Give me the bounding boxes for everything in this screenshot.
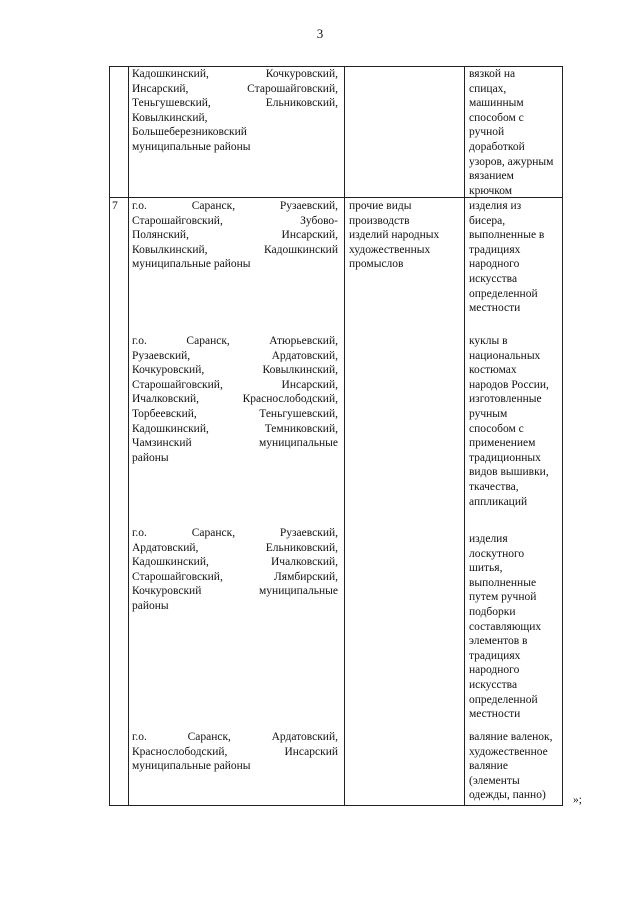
text-line: Старошайговский, Зубово-: [132, 214, 338, 227]
text-line: шитья,: [469, 562, 503, 575]
text-line: Ковылкинский, Кадошкинский: [132, 243, 338, 256]
text-line: народного: [469, 664, 520, 677]
text-line: промыслов: [349, 258, 404, 271]
text-line: крючком: [469, 184, 513, 197]
text-line: Ковылкинский,: [132, 111, 208, 124]
text-line: спицах,: [469, 82, 507, 95]
text-line: Старошайговский, Лямбирский,: [132, 570, 338, 583]
text-line: ручным: [469, 407, 508, 420]
text-line: Ичалковский, Краснослободский,: [132, 393, 338, 406]
text-line: ткачества,: [469, 480, 519, 493]
text-line: муниципальные районы: [132, 140, 251, 153]
text-line: Чамзинский муниципальные: [132, 437, 338, 450]
column-divider: [464, 66, 465, 806]
text-line: выполненные в: [469, 229, 545, 242]
text-line: валяние валенок,: [469, 731, 553, 743]
text-line: способом с: [469, 422, 524, 435]
product-cell: [469, 730, 561, 803]
craft-type-cell: [349, 199, 459, 272]
text-line: узоров, ажурным: [469, 155, 554, 168]
closing-quote-mark: »;: [573, 794, 582, 806]
text-line: аппликаций: [469, 495, 528, 508]
text-line: местности: [469, 708, 521, 721]
text-line: Краснослободский, Инсарский: [132, 745, 338, 758]
text-line: Полянский, Инсарский,: [132, 229, 338, 242]
text-line: Теньгушевский, Ельниковский,: [132, 97, 338, 110]
text-line: видов вышивки,: [469, 466, 549, 479]
text-line: районы: [132, 451, 169, 464]
product-cell: [469, 67, 561, 198]
districts-cell: [132, 526, 338, 614]
text-line: изделия: [469, 533, 508, 545]
text-line: выполненные: [469, 576, 537, 589]
text-line: народов России,: [469, 378, 549, 391]
districts-cell: [132, 730, 338, 774]
text-line: валяние: [469, 760, 508, 773]
text-line: традициях: [469, 649, 521, 662]
text-line: муниципальные районы: [132, 258, 251, 271]
text-line: художественных: [349, 243, 431, 256]
districts-cell: [132, 334, 338, 465]
text-line: определенной: [469, 693, 538, 706]
text-line: производств: [349, 214, 410, 227]
text-line: г.о. Саранск, Ардатовский,: [132, 731, 338, 743]
craft-table: [109, 66, 563, 806]
text-line: прочие виды: [349, 200, 412, 212]
text-line: доработкой: [469, 140, 525, 153]
text-line: Кадошкинский, Темниковский,: [132, 422, 338, 435]
text-line: Старошайговский, Инсарский,: [132, 378, 338, 391]
text-line: искусства: [469, 272, 518, 285]
row-number: 7: [112, 200, 118, 212]
text-line: национальных: [469, 349, 541, 362]
table-border-left: [109, 66, 110, 806]
districts-cell: [132, 199, 338, 272]
text-line: одежды, панно): [469, 789, 546, 802]
table-border-right: [562, 66, 563, 806]
text-line: машинным: [469, 97, 524, 110]
text-line: способом с: [469, 111, 524, 124]
text-line: подборки: [469, 605, 516, 618]
text-line: районы: [132, 599, 169, 612]
column-divider: [128, 66, 129, 806]
text-line: г.о. Саранск, Атюрьевский,: [132, 335, 338, 347]
text-line: ручной: [469, 126, 505, 139]
text-line: вязанием: [469, 170, 514, 183]
districts-cell: [132, 67, 338, 155]
text-line: применением: [469, 437, 536, 450]
text-line: изделий народных: [349, 229, 440, 242]
product-cell: [469, 334, 561, 509]
table-border-bottom: [109, 805, 563, 806]
text-line: Кадошкинский, Ичалковский,: [132, 556, 338, 569]
text-line: элементов в: [469, 635, 528, 648]
product-cell: [469, 199, 561, 316]
text-line: Торбеевский, Теньгушевский,: [132, 407, 338, 420]
text-line: (элементы: [469, 774, 520, 787]
text-line: Ардатовский, Ельниковский,: [132, 541, 338, 554]
text-line: г.о. Саранск, Рузаевский,: [132, 527, 338, 539]
text-line: определенной: [469, 287, 538, 300]
text-line: местности: [469, 302, 521, 315]
product-cell: [469, 532, 561, 722]
text-line: народного: [469, 258, 520, 271]
text-line: составляющих: [469, 620, 542, 633]
text-line: Кадошкинский, Кочкуровский,: [132, 68, 338, 80]
text-line: муниципальные районы: [132, 760, 251, 773]
column-divider: [344, 66, 345, 806]
text-line: костюмах: [469, 364, 517, 377]
text-line: Кочкуровский, Ковылкинский,: [132, 364, 338, 377]
text-line: художественное: [469, 745, 548, 758]
text-line: Большеберезниковский: [132, 126, 247, 139]
text-line: традициях: [469, 243, 521, 256]
text-line: лоскутного: [469, 547, 525, 560]
page-number: 3: [316, 26, 324, 41]
text-line: г.о. Саранск, Рузаевский,: [132, 200, 338, 212]
text-line: Кочкуровский муниципальные: [132, 585, 338, 598]
text-line: изделия из: [469, 200, 522, 212]
text-line: Рузаевский, Ардатовский,: [132, 349, 338, 362]
text-line: Инсарский, Старошайговский,: [132, 82, 338, 95]
text-line: путем ручной: [469, 591, 537, 604]
text-line: традиционных: [469, 451, 541, 464]
text-line: изготовленные: [469, 393, 542, 406]
text-line: куклы в: [469, 335, 508, 347]
text-line: бисера,: [469, 214, 506, 227]
text-line: искусства: [469, 678, 518, 691]
text-line: вязкой на: [469, 68, 516, 80]
